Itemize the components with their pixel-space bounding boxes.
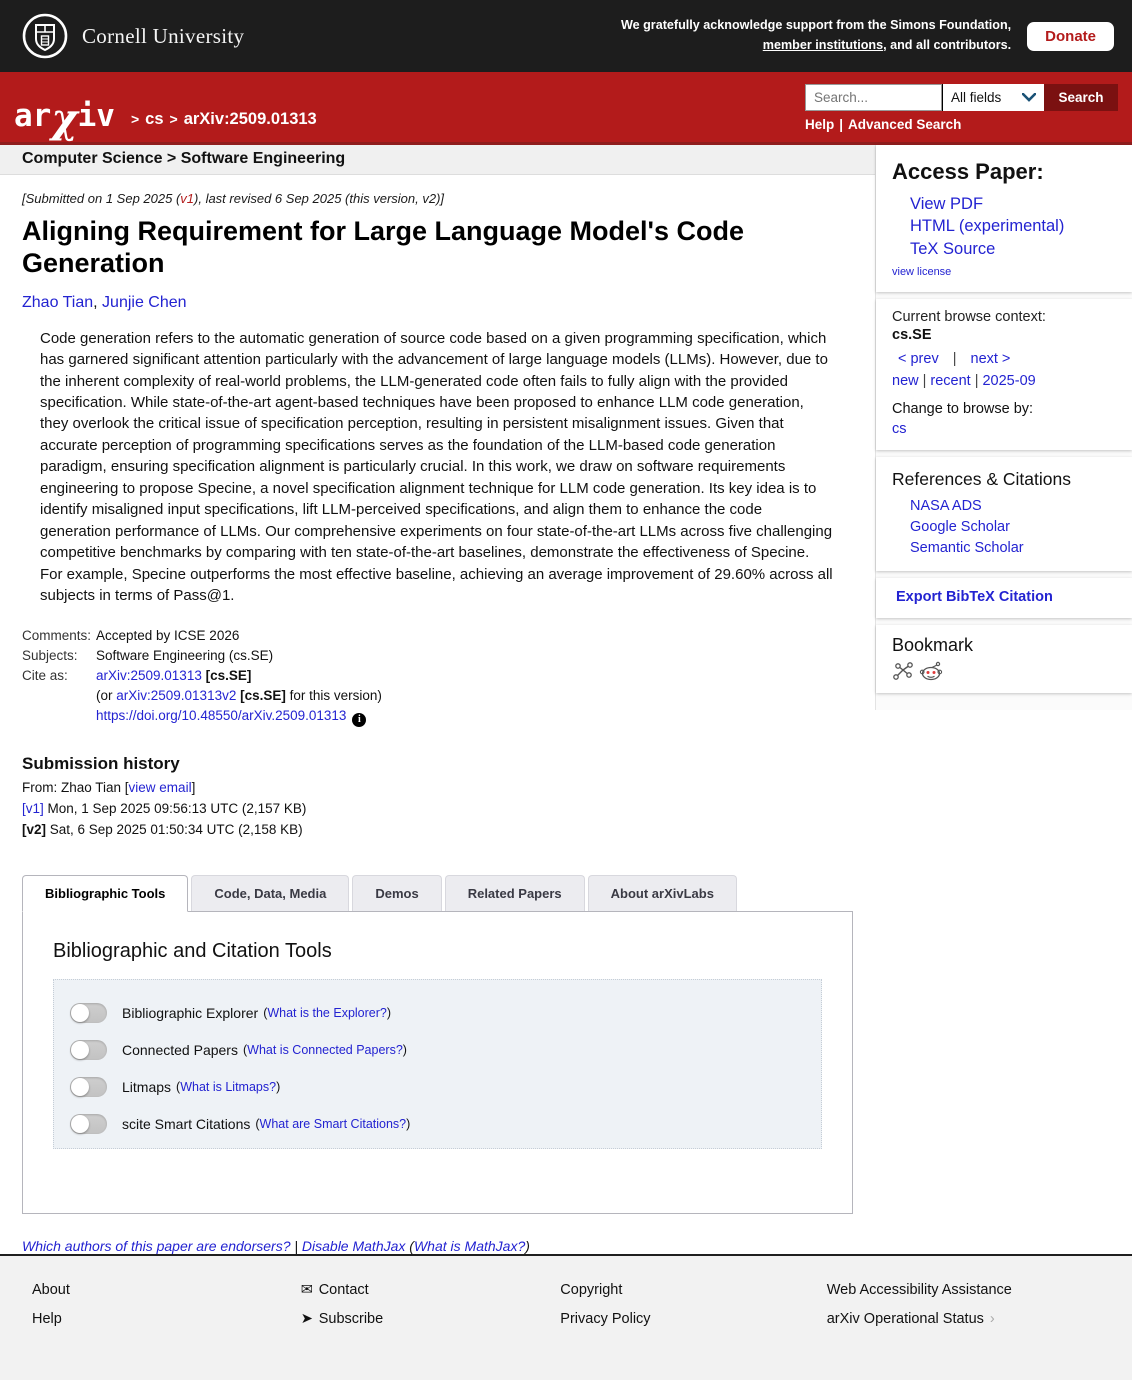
view-license-link[interactable]: view license [892,265,952,278]
comments-label: Comments: [22,628,92,644]
doi-link[interactable]: https://doi.org/10.48550/arXiv.2509.01313 [96,708,347,724]
envelope-icon: ✉ [300,1282,313,1299]
bookmark-card [876,625,1132,693]
breadcrumb-separator: > [130,111,140,127]
bookmark-heading: Bookmark [892,634,974,655]
browse-cs-link[interactable]: cs [892,420,907,437]
litmaps-toggle[interactable] [70,1077,107,1097]
comments-value: Accepted by ICSE 2026 [96,628,240,644]
cornell-logo-icon [22,13,68,59]
connected-papers-toggle[interactable] [70,1040,107,1060]
submission-dateline: [Submitted on 1 Sep 2025 (v1), last revised 6 Sep 2025 (this version, v2)] [22,191,445,206]
tab-related-papers[interactable]: Related Papers [445,875,585,911]
footer-help-link[interactable]: Help [32,1311,62,1328]
semantic-scholar-link[interactable]: Semantic Scholar [910,539,1024,556]
donate-button[interactable]: Donate [1027,22,1114,51]
google-scholar-link[interactable]: Google Scholar [910,518,1010,535]
toggle-label: scite Smart Citations [122,1116,251,1133]
cite-arxiv-link[interactable]: arXiv:2509.01313 [96,668,202,684]
version-1-line: [v1] Mon, 1 Sep 2025 09:56:13 UTC (2,157 KB) [22,801,307,817]
browse-context-value: cs.SE [892,326,932,343]
references-citations-heading: References & Citations [892,468,1071,489]
submission-history-heading: Submission history [22,754,180,774]
version-2-line: [v2] Sat, 6 Sep 2025 01:50:34 UTC (2,158 KB) [22,822,303,838]
scite-toggle[interactable] [70,1114,107,1134]
tab-about-arxivlabs[interactable]: About arXivLabs [588,875,737,911]
footer-col-4 [827,1282,1100,1340]
bibliographic-explorer-toggle[interactable] [70,1003,107,1023]
arxivlabs-section [22,875,853,1214]
all-fields-select[interactable]: All fields [942,84,1044,111]
help-row: Help | Advanced Search [805,117,962,132]
v2-version-tag: [v2] [22,822,47,838]
cornell-university-label: Cornell University [82,23,245,48]
chevron-right-icon: › [989,1311,995,1328]
toggle-row-scite: scite Smart Citations (What are Smart Citations?) [70,1114,805,1134]
cite-v2-link[interactable]: arXiv:2509.01313v2 [116,688,237,704]
references-citations-card [876,457,1132,571]
subjects-label: Subjects: [22,648,78,664]
info-icon[interactable]: i [352,713,366,727]
accessibility-link[interactable]: Web Accessibility Assistance [826,1282,1012,1299]
labs-panel [22,911,853,1214]
support-line2: , and all contributors. [883,38,1012,52]
endorsers-link[interactable]: Which authors of this paper are endorsers? [22,1238,291,1255]
contact-link[interactable]: ✉ Contact [300,1282,369,1299]
export-bibtex-card [876,578,1132,618]
prev-link[interactable]: < prev [898,350,939,367]
month-link[interactable]: 2025-09 [982,372,1036,389]
change-browse-label: Change to browse by: [892,400,1034,417]
access-paper-card [876,145,1132,292]
support-block [621,16,1114,55]
footer-col-2 [301,1282,561,1340]
privacy-policy-link[interactable]: Privacy Policy [560,1311,651,1328]
toggle-label: Connected Papers [122,1042,238,1059]
advanced-search-link[interactable]: Advanced Search [848,117,962,132]
prev-next-row: < prev | next > [898,350,1011,367]
search-input[interactable] [805,84,942,111]
toggle-panel [53,979,822,1149]
tab-code-data-media[interactable]: Code, Data, Media [191,875,349,911]
abstract-text: Code generation refers to the automatic generation of source code based on a given programming specification, which has garnered significant attention particularly with the advancement of large language models (LLMs). However, due to the inherent complexity of real-world problems, the LLM-generated code often fails to fully align with the provided specification. While state-of-the-art agent-based techniques have been proposed to enhance LLM code generation, they overlook the critical issue of specification perception, resulting in persistent misalignment issues. Given that accurate perception of programming specifications serves as the foundation of the LLM-based code generation paradigm, ensuring specification alignment is particularly crucial. In this work, we draw on software requirements engineering to propose Specine, a novel specification alignment technique for LLM code generation. Its key idea is to identify misaligned input specifications, lift LLM-perceived specifications, and align them to enhance the code generation performance of LLMs. Our comprehensive experiments on four state-of-the-art LLMs across five challenging competitive benchmarks by comparing with ten state-of-the-art baselines, demonstrate the effectiveness of Specine. For example, Specine outperforms the most effective baseline, achieving an average improvement of 29.60% across all subjects in terms of Pass@1. [40,329,833,604]
breadcrumb [125,110,317,129]
search-button[interactable]: Search [1044,84,1118,111]
main-column [0,145,875,1254]
metadata-table [22,628,853,732]
export-bibtex-link[interactable]: Export BibTeX Citation [896,588,1053,605]
view-email-link[interactable]: view email [128,780,192,796]
cite-as-label: Cite as: [22,668,68,684]
arxiv-logo[interactable]: arχiv [14,95,115,142]
authors: Zhao Tian, Junjie Chen [22,293,187,311]
new-recent-row: new | recent | 2025-09 [892,372,1036,389]
bibsonomy-icon[interactable] [892,661,914,681]
cite-as-value: arXiv:2509.01313 [cs.SE] (or arXiv:2509.01313v2 [cs.SE] for this version) https://doi.org/10.48550/arXiv.2509.01313 i [96,668,382,726]
member-institutions-link[interactable]: member institutions [762,38,884,52]
copyright-link[interactable]: Copyright [560,1282,623,1299]
toggle-row-connected-papers: Connected Papers (What is Connected Papers?) [70,1040,805,1060]
cornell-brand[interactable] [22,13,244,59]
access-paper-heading: Access Paper: [892,159,1044,184]
paper-title: Aligning Requirement for Large Language Model's Code Generation [22,216,744,278]
content [0,145,1132,1254]
cite-class: [cs.SE] [205,668,252,684]
author-link-1[interactable]: Zhao Tian [22,293,94,311]
subjects-value: Software Engineering (cs.SE) [96,648,274,664]
support-text [621,16,1011,55]
nasa-ads-link[interactable]: NASA ADS [910,497,982,514]
browse-context-card [876,299,1132,450]
cornell-header [0,0,1132,72]
recent-link[interactable]: recent [930,372,971,389]
scite-help-link[interactable]: What are Smart Citations? [259,1117,407,1132]
endorsers-line: Which authors of this paper are endorsers? | Disable MathJax (What is MathJax?) [22,1238,530,1255]
arxiv-chi-glyph: χ [51,95,78,142]
about-link[interactable]: About [32,1282,70,1299]
logo-breadcrumb-row [14,72,317,142]
connected-papers-help-link[interactable]: What is Connected Papers? [247,1043,403,1058]
reddit-icon[interactable] [919,661,943,681]
toggle-label: Bibliographic Explorer [122,1005,259,1022]
subject-breadcrumb: Computer Science > Software Engineering [0,145,875,175]
footer-col-1 [32,1282,301,1340]
breadcrumb-cs-link[interactable]: cs [145,110,164,128]
v1-link[interactable]: v1 [180,191,195,206]
labs-tabs [22,875,853,911]
arxiv-banner [0,72,1132,145]
toggle-row-litmaps: Litmaps (What is Litmaps?) [70,1077,805,1097]
footer-col-3 [560,1282,826,1340]
tab-bibliographic-tools[interactable]: Bibliographic Tools [22,875,188,912]
author-link-2[interactable]: Junjie Chen [102,293,187,311]
labs-panel-heading: Bibliographic and Citation Tools [53,940,332,963]
tab-demos[interactable]: Demos [352,875,441,911]
tex-source-link[interactable]: TeX Source [910,239,996,258]
subscribe-link[interactable]: ➤ Subscribe [300,1311,384,1328]
litmaps-help-link[interactable]: What is Litmaps? [180,1080,277,1095]
browse-context-label: Current browse context: [892,308,1046,325]
v1-version-link[interactable]: [v1] [22,801,44,817]
submitter-line: From: Zhao Tian [view email] [22,780,196,796]
new-link[interactable]: new [892,372,919,389]
cite-v2-class: [cs.SE] [240,688,286,704]
disable-mathjax-link[interactable]: Disable MathJax [301,1238,406,1255]
chevron-down-icon [1022,93,1036,102]
breadcrumb-paper-id[interactable]: arXiv:2509.01313 [183,110,317,128]
search-area [805,72,1118,142]
operational-status-link[interactable]: arXiv Operational Status › [826,1311,995,1328]
toggle-row-bibliographic-explorer: Bibliographic Explorer (What is the Explorer?) [70,1003,805,1023]
html-experimental-link[interactable]: HTML (experimental) [910,217,1065,236]
next-link[interactable]: next > [970,350,1011,367]
support-line1: We gratefully acknowledge support from the Simons Foundation, [620,18,1012,33]
breadcrumb-separator: > [169,111,178,127]
view-pdf-link[interactable]: View PDF [910,195,984,213]
what-is-mathjax-link[interactable]: What is MathJax? [413,1238,526,1255]
send-icon: ➤ [300,1311,313,1328]
sidebar [875,145,1132,710]
footer [0,1254,1132,1380]
help-link[interactable]: Help [805,117,835,132]
toggle-label: Litmaps [122,1079,172,1096]
explorer-help-link[interactable]: What is the Explorer? [267,1006,387,1021]
